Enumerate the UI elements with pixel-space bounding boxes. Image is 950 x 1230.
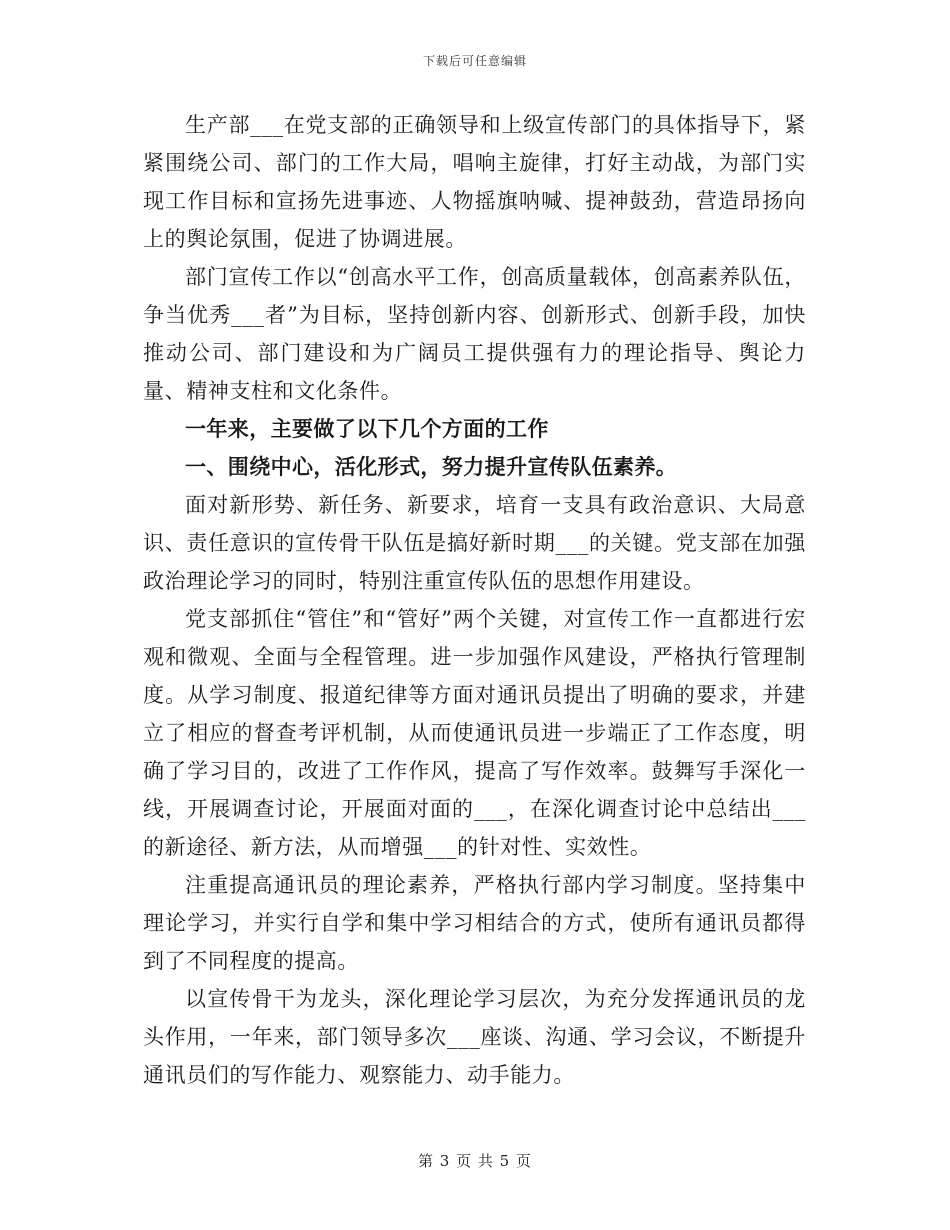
paragraph-goals: 部门宣传工作以“创高水平工作，创高质量载体，创高素养队伍，争当优秀___者”为目标，坚持创新内容、创新形式、创新手段，加快推动公司、部门建设和为广阔员工提供强有力的理论指导、舆论力量、精神支柱和文化条件。 bbox=[143, 265, 806, 403]
paragraph-team-building: 面对新形势、新任务、新要求，培育一支具有政治意识、大局意识、责任意识的宣传骨干队伍是搞好新时期___的关键。党支部在加强政治理论学习的同时，特别注重宣传队伍的思想作用建设。 bbox=[143, 493, 806, 593]
section-heading-1: 一、围绕中心，活化形式，努力提升宣传队伍素养。 bbox=[185, 454, 678, 479]
section-summary-heading: 一年来，主要做了以下几个方面的工作 bbox=[185, 416, 549, 441]
paragraph-intro: 生产部___在党支部的正确领导和上级宣传部门的具体指导下，紧紧围绕公司、部门的工作大局，唱响主旋律，打好主动战，为部门实现工作目标和宣扬先进事迹、人物摇旗呐喊、提神鼓劲，营造昂扬向上的舆论氛围，促进了协调进展。 bbox=[143, 113, 806, 251]
paragraph-backbone: 以宣传骨干为龙头，深化理论学习层次，为充分发挥通讯员的龙头作用，一年来，部门领导多次___座谈、沟通、学习会议，不断提升通讯员们的写作能力、观察能力、动手能力。 bbox=[143, 987, 806, 1087]
paragraph-management: 党支部抓住“管住”和“管好”两个关键，对宣传工作一直都进行宏观和微观、全面与全程管理。进一步加强作风建设，严格执行管理制度。从学习制度、报道纪律等方面对通讯员提出了明确的要求，并建立了相应的督查考评机制，从而使通讯员进一步端正了工作态度，明确了学习目的，改进了工作作风，提高了写作效率。鼓舞写手深化一线，开展调查讨论，开展面对面的___，在深化调查讨论中总结出___的新途径、新方法，从而增强___的针对性、实效性。 bbox=[143, 607, 806, 859]
document-body bbox=[143, 106, 806, 1094]
page-number: 第 3 页 共 5 页 bbox=[418, 1152, 532, 1170]
page-header-note: 下载后可任意编辑 bbox=[422, 54, 527, 68]
paragraph-theory-study: 注重提高通讯员的理论素养，严格执行部内学习制度。坚持集中理论学习，并实行自学和集中学习相结合的方式，使所有通讯员都得到了不同程度的提高。 bbox=[143, 873, 806, 973]
